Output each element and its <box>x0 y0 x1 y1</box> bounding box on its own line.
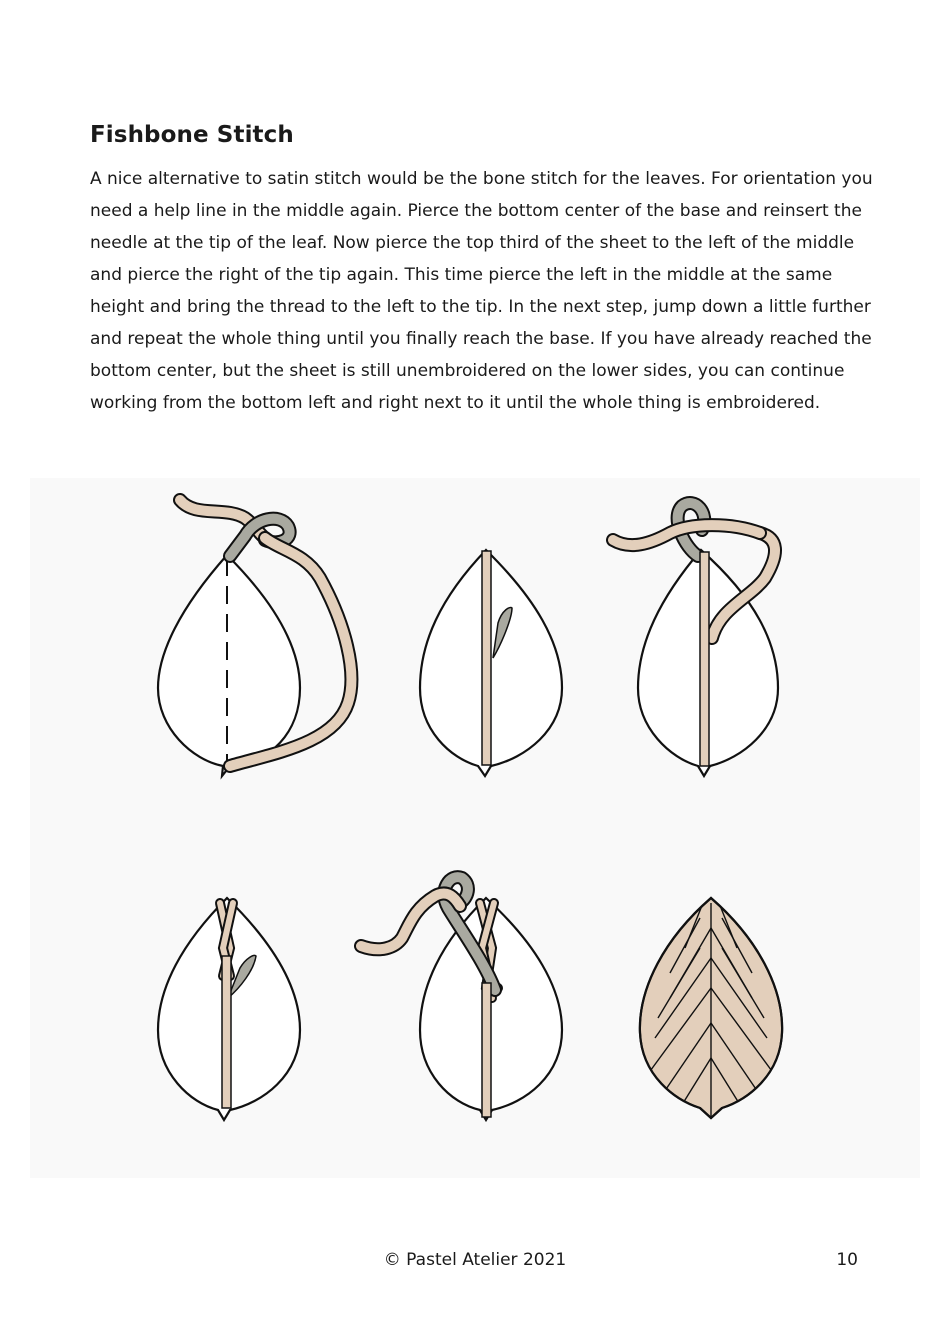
page-number: 10 <box>836 1250 858 1270</box>
stitch-steps-diagram <box>30 478 920 1178</box>
instructions-paragraph: A nice alternative to satin stitch would be the bone stitch for the leaves. For orientation you need a help line in the middle again. Pierce the bottom center of the base and reinsert the needle at the tip of the leaf. Now pierce the top third of the sheet to the left of the middle and pierce the right of the tip again. This time pierce the left in the middle at the same height and bring the thread to the left to the tip. In the next step, jump down a little further and repeat the whole thing until you finally reach the base. If you have already reached the bottom center, but the sheet is still unembroidered on the lower sides, you can continue working from the bottom left and right next to it until the whole thing is embroidered. <box>90 169 873 413</box>
copyright-footer: © Pastel Atelier 2021 <box>383 1250 567 1270</box>
step-2-leaf <box>420 550 562 776</box>
page-title: Fishbone Stitch <box>90 122 294 148</box>
step-6-leaf <box>640 898 782 1118</box>
step-4-leaf <box>158 898 300 1120</box>
step-1-leaf <box>158 500 351 776</box>
step-3-leaf <box>613 503 778 776</box>
stitch-illustration <box>30 478 920 1178</box>
step-5-leaf <box>361 877 562 1120</box>
